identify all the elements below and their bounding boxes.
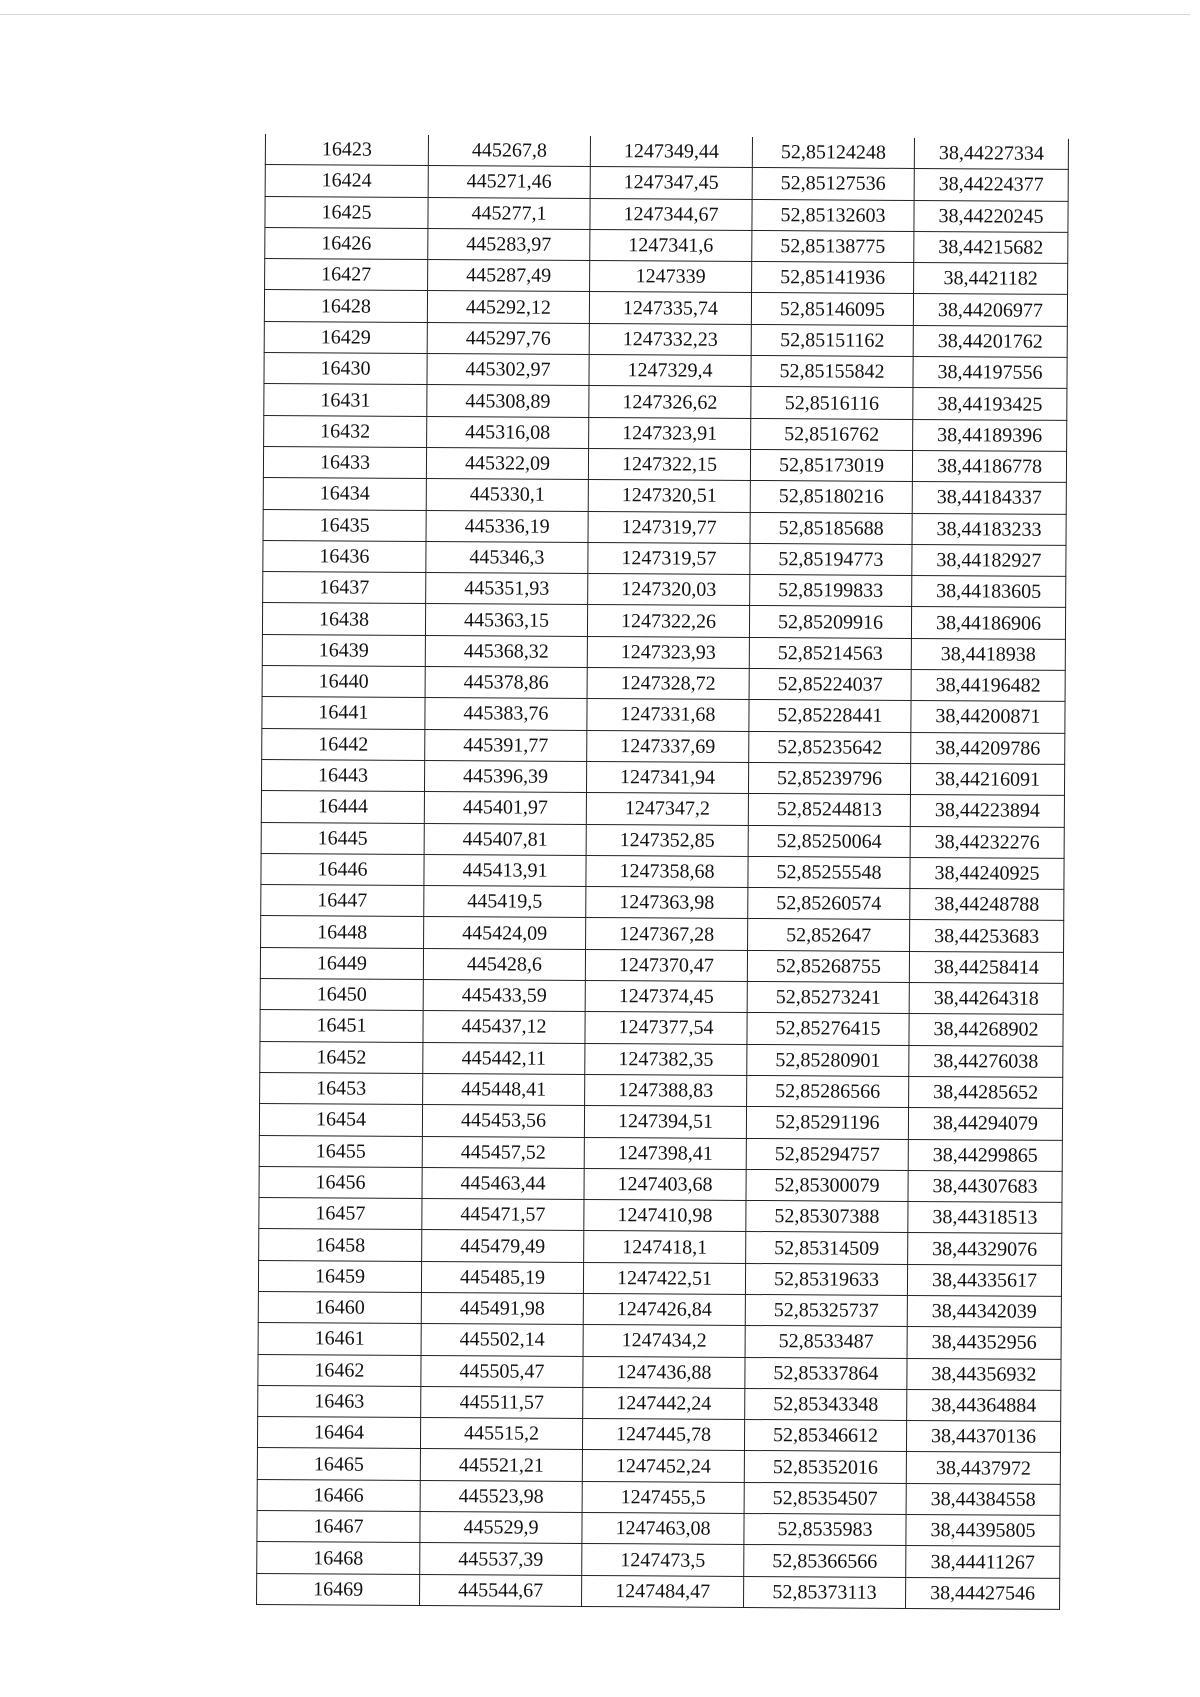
longitude-cell: 38,44183605 <box>912 576 1066 608</box>
longitude-cell: 38,44335617 <box>907 1264 1061 1296</box>
x-coordinate-cell: 445479,49 <box>422 1230 584 1262</box>
table-row <box>263 509 1066 545</box>
latitude-cell: 52,85224037 <box>749 669 911 701</box>
y-coordinate-cell: 1247328,72 <box>587 668 749 700</box>
y-coordinate-cell: 1247319,57 <box>588 542 750 574</box>
y-coordinate-cell: 1247332,23 <box>589 323 751 355</box>
longitude-cell: 38,4418938 <box>911 638 1065 670</box>
longitude-cell: 38,44370136 <box>906 1421 1060 1453</box>
latitude-cell: 52,85146095 <box>751 293 913 325</box>
latitude-cell: 52,85124248 <box>752 137 914 169</box>
x-coordinate-cell: 445351,93 <box>426 573 588 605</box>
table-row <box>257 1511 1060 1547</box>
x-coordinate-cell: 445336,19 <box>426 510 588 542</box>
y-coordinate-cell: 1247323,93 <box>587 636 749 668</box>
table-row <box>260 947 1063 983</box>
y-coordinate-cell: 1247347,45 <box>590 167 752 199</box>
longitude-cell: 38,44395805 <box>906 1515 1060 1547</box>
x-coordinate-cell: 445505,47 <box>421 1355 583 1387</box>
point-number-cell: 16447 <box>261 885 424 917</box>
y-coordinate-cell: 1247323,91 <box>589 417 751 449</box>
table-row <box>265 227 1068 263</box>
longitude-cell: 38,44232276 <box>910 826 1064 858</box>
x-coordinate-cell: 445271,46 <box>428 166 590 198</box>
x-coordinate-cell: 445308,89 <box>427 385 589 417</box>
point-number-cell: 16461 <box>258 1323 421 1355</box>
longitude-cell: 38,44216091 <box>910 763 1064 795</box>
point-number-cell: 16444 <box>261 791 424 823</box>
x-coordinate-cell: 445515,2 <box>420 1418 582 1450</box>
latitude-cell: 52,85366566 <box>744 1545 906 1577</box>
longitude-cell: 38,44342039 <box>907 1295 1061 1327</box>
x-coordinate-cell: 445544,67 <box>420 1574 582 1606</box>
longitude-cell: 38,44201762 <box>913 325 1067 357</box>
table-row <box>264 384 1067 420</box>
longitude-cell: 38,44364884 <box>907 1389 1061 1421</box>
y-coordinate-cell: 1247382,35 <box>585 1043 747 1075</box>
latitude-cell: 52,85300079 <box>746 1169 908 1201</box>
longitude-cell: 38,4437972 <box>906 1452 1060 1484</box>
point-number-cell: 16453 <box>260 1072 423 1104</box>
y-coordinate-cell: 1247418,1 <box>584 1231 746 1263</box>
longitude-cell: 38,44384558 <box>906 1483 1060 1515</box>
longitude-cell: 38,44215682 <box>914 231 1068 263</box>
table-row <box>260 979 1063 1015</box>
table-row <box>259 1135 1062 1171</box>
y-coordinate-cell: 1247367,28 <box>586 918 748 950</box>
point-number-cell: 16467 <box>257 1511 420 1543</box>
latitude-cell: 52,85209916 <box>749 606 911 638</box>
longitude-cell: 38,44240925 <box>910 857 1064 889</box>
x-coordinate-cell: 445419,5 <box>424 886 586 918</box>
latitude-cell: 52,85255548 <box>748 856 910 888</box>
table-row <box>260 1072 1063 1108</box>
x-coordinate-cell: 445463,44 <box>422 1167 584 1199</box>
x-coordinate-cell: 445346,3 <box>426 541 588 573</box>
point-number-cell: 16426 <box>265 227 428 259</box>
point-number-cell: 16446 <box>261 853 424 885</box>
latitude-cell: 52,85155842 <box>751 356 913 388</box>
table-row <box>260 1041 1063 1077</box>
x-coordinate-cell: 445424,09 <box>424 917 586 949</box>
latitude-cell: 52,85173019 <box>750 449 912 481</box>
longitude-cell: 38,44294079 <box>908 1108 1062 1140</box>
page-top-edge-line <box>0 14 1190 15</box>
latitude-cell: 52,85276415 <box>747 1013 909 1045</box>
longitude-cell: 38,44285652 <box>909 1076 1063 1108</box>
point-number-cell: 16429 <box>264 321 427 353</box>
longitude-cell: 38,44184337 <box>912 482 1066 514</box>
y-coordinate-cell: 1247341,6 <box>590 229 752 261</box>
longitude-cell: 38,44253683 <box>910 920 1064 952</box>
x-coordinate-cell: 445511,57 <box>421 1386 583 1418</box>
table-row <box>265 196 1068 232</box>
latitude-cell: 52,85337864 <box>745 1357 907 1389</box>
longitude-cell: 38,44197556 <box>913 357 1067 389</box>
longitude-cell: 38,44223894 <box>910 795 1064 827</box>
table-row <box>261 791 1064 827</box>
longitude-cell: 38,44186778 <box>912 450 1066 482</box>
y-coordinate-cell: 1247322,26 <box>587 605 749 637</box>
y-coordinate-cell: 1247473,5 <box>582 1544 744 1576</box>
y-coordinate-cell: 1247344,67 <box>590 198 752 230</box>
x-coordinate-cell: 445521,21 <box>420 1449 582 1481</box>
latitude-cell: 52,852647 <box>748 919 910 951</box>
latitude-cell: 52,85373113 <box>744 1576 906 1608</box>
longitude-cell: 38,44186906 <box>911 607 1065 639</box>
y-coordinate-cell: 1247442,24 <box>583 1387 745 1419</box>
table-row <box>261 822 1064 858</box>
y-coordinate-cell: 1247322,15 <box>588 448 750 480</box>
table-row <box>264 321 1067 357</box>
longitude-cell: 38,44189396 <box>913 419 1067 451</box>
x-coordinate-cell: 445428,6 <box>423 948 585 980</box>
latitude-cell: 52,8535983 <box>744 1514 906 1546</box>
x-coordinate-cell: 445407,81 <box>424 823 586 855</box>
table-row <box>261 916 1064 952</box>
y-coordinate-cell: 1247320,51 <box>588 480 750 512</box>
latitude-cell: 52,85325737 <box>745 1294 907 1326</box>
table-row <box>262 603 1065 639</box>
y-coordinate-cell: 1247394,51 <box>584 1106 746 1138</box>
latitude-cell: 52,85260574 <box>748 888 910 920</box>
point-number-cell: 16451 <box>260 1010 423 1042</box>
latitude-cell: 52,85314509 <box>746 1232 908 1264</box>
y-coordinate-cell: 1247370,47 <box>585 949 747 981</box>
x-coordinate-cell: 445448,41 <box>423 1073 585 1105</box>
latitude-cell: 52,8516762 <box>751 418 913 450</box>
point-number-cell: 16445 <box>261 822 424 854</box>
point-number-cell: 16456 <box>259 1166 422 1198</box>
coordinates-table <box>256 134 1069 1610</box>
longitude-cell: 38,44307683 <box>908 1170 1062 1202</box>
latitude-cell: 52,85194773 <box>750 543 912 575</box>
y-coordinate-cell: 1247374,45 <box>585 980 747 1012</box>
point-number-cell: 16460 <box>258 1291 421 1323</box>
point-number-cell: 16465 <box>257 1448 420 1480</box>
longitude-cell: 38,44318513 <box>908 1202 1062 1234</box>
x-coordinate-cell: 445267,8 <box>428 135 590 167</box>
y-coordinate-cell: 1247403,68 <box>584 1168 746 1200</box>
point-number-cell: 16462 <box>258 1354 421 1386</box>
table-row <box>257 1479 1060 1515</box>
longitude-cell: 38,44196482 <box>911 670 1065 702</box>
table-row <box>257 1417 1060 1453</box>
x-coordinate-cell: 445277,1 <box>428 197 590 229</box>
longitude-cell: 38,44352956 <box>907 1327 1061 1359</box>
latitude-cell: 52,85239796 <box>748 762 910 794</box>
latitude-cell: 52,85291196 <box>746 1107 908 1139</box>
table-row <box>263 478 1066 514</box>
table-row <box>257 1573 1060 1609</box>
y-coordinate-cell: 1247426,84 <box>583 1293 745 1325</box>
table-row <box>262 634 1065 670</box>
table-row <box>264 353 1067 389</box>
x-coordinate-cell: 445502,14 <box>421 1324 583 1356</box>
x-coordinate-cell: 445330,1 <box>426 479 588 511</box>
table-row <box>258 1354 1061 1390</box>
latitude-cell: 52,85141936 <box>752 262 914 294</box>
latitude-cell: 52,85354507 <box>744 1482 906 1514</box>
y-coordinate-cell: 1247422,51 <box>583 1262 745 1294</box>
table-row <box>263 572 1066 608</box>
x-coordinate-cell: 445283,97 <box>428 228 590 260</box>
latitude-cell: 52,8516116 <box>751 387 913 419</box>
x-coordinate-cell: 445297,76 <box>427 322 589 354</box>
table-row <box>258 1323 1061 1359</box>
latitude-cell: 52,85185688 <box>750 512 912 544</box>
point-number-cell: 16435 <box>263 509 426 541</box>
latitude-cell: 52,85151162 <box>751 324 913 356</box>
y-coordinate-cell: 1247347,2 <box>586 793 748 825</box>
x-coordinate-cell: 445457,52 <box>422 1136 584 1168</box>
x-coordinate-cell: 445471,57 <box>422 1199 584 1231</box>
latitude-cell: 52,85343348 <box>745 1388 907 1420</box>
point-number-cell: 16441 <box>262 697 425 729</box>
point-number-cell: 16439 <box>262 634 425 666</box>
longitude-cell: 38,44227334 <box>914 138 1068 170</box>
y-coordinate-cell: 1247434,2 <box>583 1325 745 1357</box>
y-coordinate-cell: 1247349,44 <box>590 136 752 168</box>
x-coordinate-cell: 445287,49 <box>428 260 590 292</box>
longitude-cell: 38,44248788 <box>910 889 1064 921</box>
table-row <box>258 1260 1061 1296</box>
table-row <box>262 697 1065 733</box>
point-number-cell: 16457 <box>259 1198 422 1230</box>
y-coordinate-cell: 1247331,68 <box>587 699 749 731</box>
point-number-cell: 16428 <box>264 290 427 322</box>
point-number-cell: 16425 <box>265 196 428 228</box>
point-number-cell: 16466 <box>257 1479 420 1511</box>
point-number-cell: 16452 <box>260 1041 423 1073</box>
latitude-cell: 52,85346612 <box>744 1420 906 1452</box>
longitude-cell: 38,44220245 <box>914 200 1068 232</box>
latitude-cell: 52,85138775 <box>752 230 914 262</box>
table-row <box>265 165 1068 201</box>
latitude-cell: 52,8533487 <box>745 1326 907 1358</box>
point-number-cell: 16431 <box>264 384 427 416</box>
x-coordinate-cell: 445523,98 <box>420 1480 582 1512</box>
x-coordinate-cell: 445437,12 <box>423 1011 585 1043</box>
point-number-cell: 16454 <box>259 1104 422 1136</box>
latitude-cell: 52,85273241 <box>747 981 909 1013</box>
point-number-cell: 16463 <box>258 1385 421 1417</box>
longitude-cell: 38,44258414 <box>909 951 1063 983</box>
longitude-cell: 38,44427546 <box>906 1577 1060 1609</box>
longitude-cell: 38,44411267 <box>906 1546 1060 1578</box>
point-number-cell: 16450 <box>260 979 423 1011</box>
x-coordinate-cell: 445391,77 <box>425 729 587 761</box>
table-row <box>264 290 1067 326</box>
x-coordinate-cell: 445292,12 <box>427 291 589 323</box>
point-number-cell: 16469 <box>257 1573 420 1605</box>
table-row <box>259 1229 1062 1265</box>
x-coordinate-cell: 445383,76 <box>425 698 587 730</box>
longitude-cell: 38,44268902 <box>909 1014 1063 1046</box>
point-number-cell: 16432 <box>264 415 427 447</box>
table-row <box>257 1542 1060 1578</box>
point-number-cell: 16458 <box>259 1229 422 1261</box>
y-coordinate-cell: 1247410,98 <box>584 1200 746 1232</box>
point-number-cell: 16430 <box>264 353 427 385</box>
point-number-cell: 16448 <box>261 916 424 948</box>
y-coordinate-cell: 1247341,94 <box>586 761 748 793</box>
point-number-cell: 16427 <box>265 259 428 291</box>
table-row <box>260 1010 1063 1046</box>
x-coordinate-cell: 445433,59 <box>423 979 585 1011</box>
table-row <box>263 540 1066 576</box>
latitude-cell: 52,85268755 <box>747 950 909 982</box>
point-number-cell: 16423 <box>265 134 428 166</box>
longitude-cell: 38,44329076 <box>908 1233 1062 1265</box>
table-row <box>263 446 1066 482</box>
y-coordinate-cell: 1247398,41 <box>584 1137 746 1169</box>
latitude-cell: 52,85127536 <box>752 168 914 200</box>
latitude-cell: 52,85228441 <box>749 700 911 732</box>
longitude-cell: 38,44193425 <box>913 388 1067 420</box>
latitude-cell: 52,85319633 <box>745 1263 907 1295</box>
y-coordinate-cell: 1247339 <box>590 261 752 293</box>
y-coordinate-cell: 1247388,83 <box>585 1074 747 1106</box>
table-row <box>261 759 1064 795</box>
point-number-cell: 16437 <box>263 572 426 604</box>
x-coordinate-cell: 445363,15 <box>425 604 587 636</box>
table-row <box>264 415 1067 451</box>
longitude-cell: 38,44206977 <box>913 294 1067 326</box>
table-row <box>259 1166 1062 1202</box>
latitude-cell: 52,85199833 <box>750 575 912 607</box>
latitude-cell: 52,85352016 <box>744 1451 906 1483</box>
y-coordinate-cell: 1247436,88 <box>583 1356 745 1388</box>
y-coordinate-cell: 1247326,62 <box>589 386 751 418</box>
table-row <box>265 259 1068 295</box>
latitude-cell: 52,85132603 <box>752 199 914 231</box>
point-number-cell: 16449 <box>260 947 423 979</box>
table-row <box>258 1385 1061 1421</box>
y-coordinate-cell: 1247463,08 <box>582 1513 744 1545</box>
y-coordinate-cell: 1247320,03 <box>588 574 750 606</box>
latitude-cell: 52,85307388 <box>746 1201 908 1233</box>
y-coordinate-cell: 1247445,78 <box>582 1419 744 1451</box>
point-number-cell: 16424 <box>265 165 428 197</box>
latitude-cell: 52,85250064 <box>748 825 910 857</box>
x-coordinate-cell: 445322,09 <box>426 447 588 479</box>
longitude-cell: 38,44182927 <box>912 544 1066 576</box>
y-coordinate-cell: 1247335,74 <box>589 292 751 324</box>
y-coordinate-cell: 1247337,69 <box>587 730 749 762</box>
point-number-cell: 16455 <box>259 1135 422 1167</box>
x-coordinate-cell: 445485,19 <box>421 1261 583 1293</box>
coordinates-table-body <box>257 134 1069 1609</box>
table-row <box>262 666 1065 702</box>
table-row <box>258 1291 1061 1327</box>
y-coordinate-cell: 1247363,98 <box>586 887 748 919</box>
y-coordinate-cell: 1247329,4 <box>589 355 751 387</box>
x-coordinate-cell: 445453,56 <box>422 1105 584 1137</box>
latitude-cell: 52,85235642 <box>749 731 911 763</box>
x-coordinate-cell: 445413,91 <box>424 854 586 886</box>
longitude-cell: 38,44276038 <box>909 1045 1063 1077</box>
latitude-cell: 52,85180216 <box>750 481 912 513</box>
point-number-cell: 16433 <box>263 446 426 478</box>
x-coordinate-cell: 445491,98 <box>421 1292 583 1324</box>
table-row <box>261 853 1064 889</box>
point-number-cell: 16442 <box>262 728 425 760</box>
x-coordinate-cell: 445378,86 <box>425 667 587 699</box>
longitude-cell: 38,44224377 <box>914 169 1068 201</box>
x-coordinate-cell: 445396,39 <box>424 760 586 792</box>
y-coordinate-cell: 1247452,24 <box>582 1450 744 1482</box>
y-coordinate-cell: 1247484,47 <box>582 1575 744 1607</box>
table-row <box>262 728 1065 764</box>
y-coordinate-cell: 1247377,54 <box>585 1012 747 1044</box>
latitude-cell: 52,85214563 <box>749 637 911 669</box>
longitude-cell: 38,44183233 <box>912 513 1066 545</box>
point-number-cell: 16434 <box>263 478 426 510</box>
longitude-cell: 38,44264318 <box>909 982 1063 1014</box>
x-coordinate-cell: 445442,11 <box>423 1042 585 1074</box>
longitude-cell: 38,44356932 <box>907 1358 1061 1390</box>
table-row <box>257 1448 1060 1484</box>
point-number-cell: 16468 <box>257 1542 420 1574</box>
x-coordinate-cell: 445302,97 <box>427 354 589 386</box>
table-row <box>259 1198 1062 1234</box>
y-coordinate-cell: 1247358,68 <box>586 855 748 887</box>
y-coordinate-cell: 1247352,85 <box>586 824 748 856</box>
longitude-cell: 38,44200871 <box>911 701 1065 733</box>
latitude-cell: 52,85244813 <box>748 794 910 826</box>
y-coordinate-cell: 1247455,5 <box>582 1481 744 1513</box>
point-number-cell: 16440 <box>262 666 425 698</box>
x-coordinate-cell: 445316,08 <box>427 416 589 448</box>
x-coordinate-cell: 445537,39 <box>420 1543 582 1575</box>
x-coordinate-cell: 445368,32 <box>425 635 587 667</box>
point-number-cell: 16464 <box>257 1417 420 1449</box>
longitude-cell: 38,44209786 <box>911 732 1065 764</box>
longitude-cell: 38,44299865 <box>908 1139 1062 1171</box>
point-number-cell: 16438 <box>262 603 425 635</box>
latitude-cell: 52,85286566 <box>747 1075 909 1107</box>
table-row <box>261 885 1064 921</box>
table-row <box>265 134 1068 170</box>
x-coordinate-cell: 445401,97 <box>424 792 586 824</box>
latitude-cell: 52,85280901 <box>747 1044 909 1076</box>
y-coordinate-cell: 1247319,77 <box>588 511 750 543</box>
x-coordinate-cell: 445529,9 <box>420 1512 582 1544</box>
point-number-cell: 16459 <box>258 1260 421 1292</box>
point-number-cell: 16443 <box>261 759 424 791</box>
longitude-cell: 38,4421182 <box>914 263 1068 295</box>
point-number-cell: 16436 <box>263 540 426 572</box>
latitude-cell: 52,85294757 <box>746 1138 908 1170</box>
table-row <box>259 1104 1062 1140</box>
